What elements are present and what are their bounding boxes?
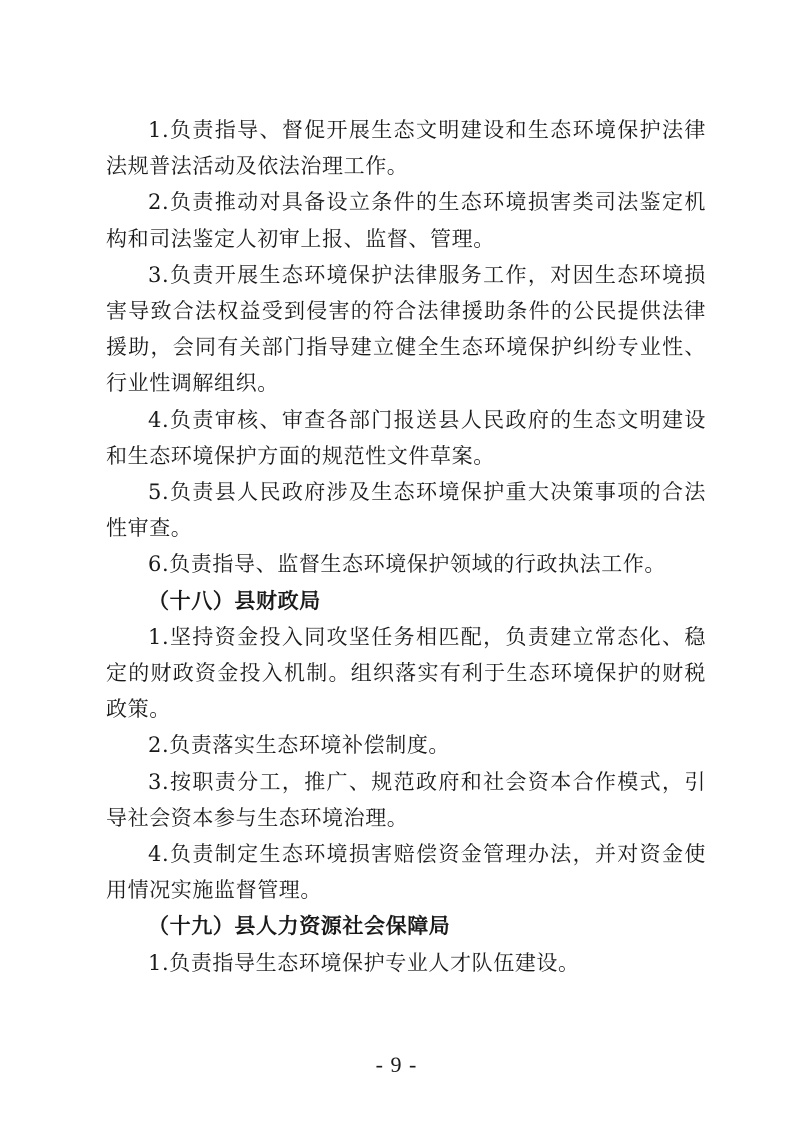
- paragraph: 2.负责推动对具备设立条件的生态环境损害类司法鉴定机构和司法鉴定人初审上报、监督、管理。: [106, 190, 706, 251]
- document-body: [106, 112, 706, 981]
- section-heading-hr: （十九）县人力资源社会保障局: [148, 913, 451, 939]
- paragraph: 4.负责审核、审查各部门报送县人民政府的生态文明建设和生态环境保护方面的规范性文件草案。: [106, 407, 706, 468]
- paragraph: 3.负责开展生态环境保护法律服务工作，对因生态环境损害导致合法权益受到侵害的符合法律援助条件的公民提供法律援助，会同有关部门指导建立健全生态环境保护纠纷专业性、行业性调解组织。: [106, 262, 706, 396]
- paragraph: 1.坚持资金投入同攻坚任务相匹配，负责建立常态化、稳定的财政资金投入机制。组织落实有利于生态环境保护的财税政策。: [106, 624, 706, 722]
- paragraph: 1.负责指导、督促开展生态文明建设和生态环境保护法律法规普法活动及依法治理工作。: [106, 118, 706, 179]
- paragraph: 5.负责县人民政府涉及生态环境保护重大决策事项的合法性审查。: [106, 480, 706, 541]
- paragraph: 6.负责指导、监督生态环境保护领域的行政执法工作。: [148, 552, 667, 577]
- section-heading-finance: （十八）县财政局: [148, 587, 321, 613]
- page-number: - 9 -: [375, 1052, 418, 1077]
- paragraph: 3.按职责分工，推广、规范政府和社会资本合作模式，引导社会资本参与生态环境治理。: [106, 769, 706, 830]
- paragraph: 1.负责指导生态环境保护专业人才队伍建设。: [148, 950, 580, 975]
- paragraph: 4.负责制定生态环境损害赔偿资金管理办法，并对资金使用情况实施监督管理。: [106, 842, 706, 903]
- paragraph: 2.负责落实生态环境补偿制度。: [148, 733, 451, 758]
